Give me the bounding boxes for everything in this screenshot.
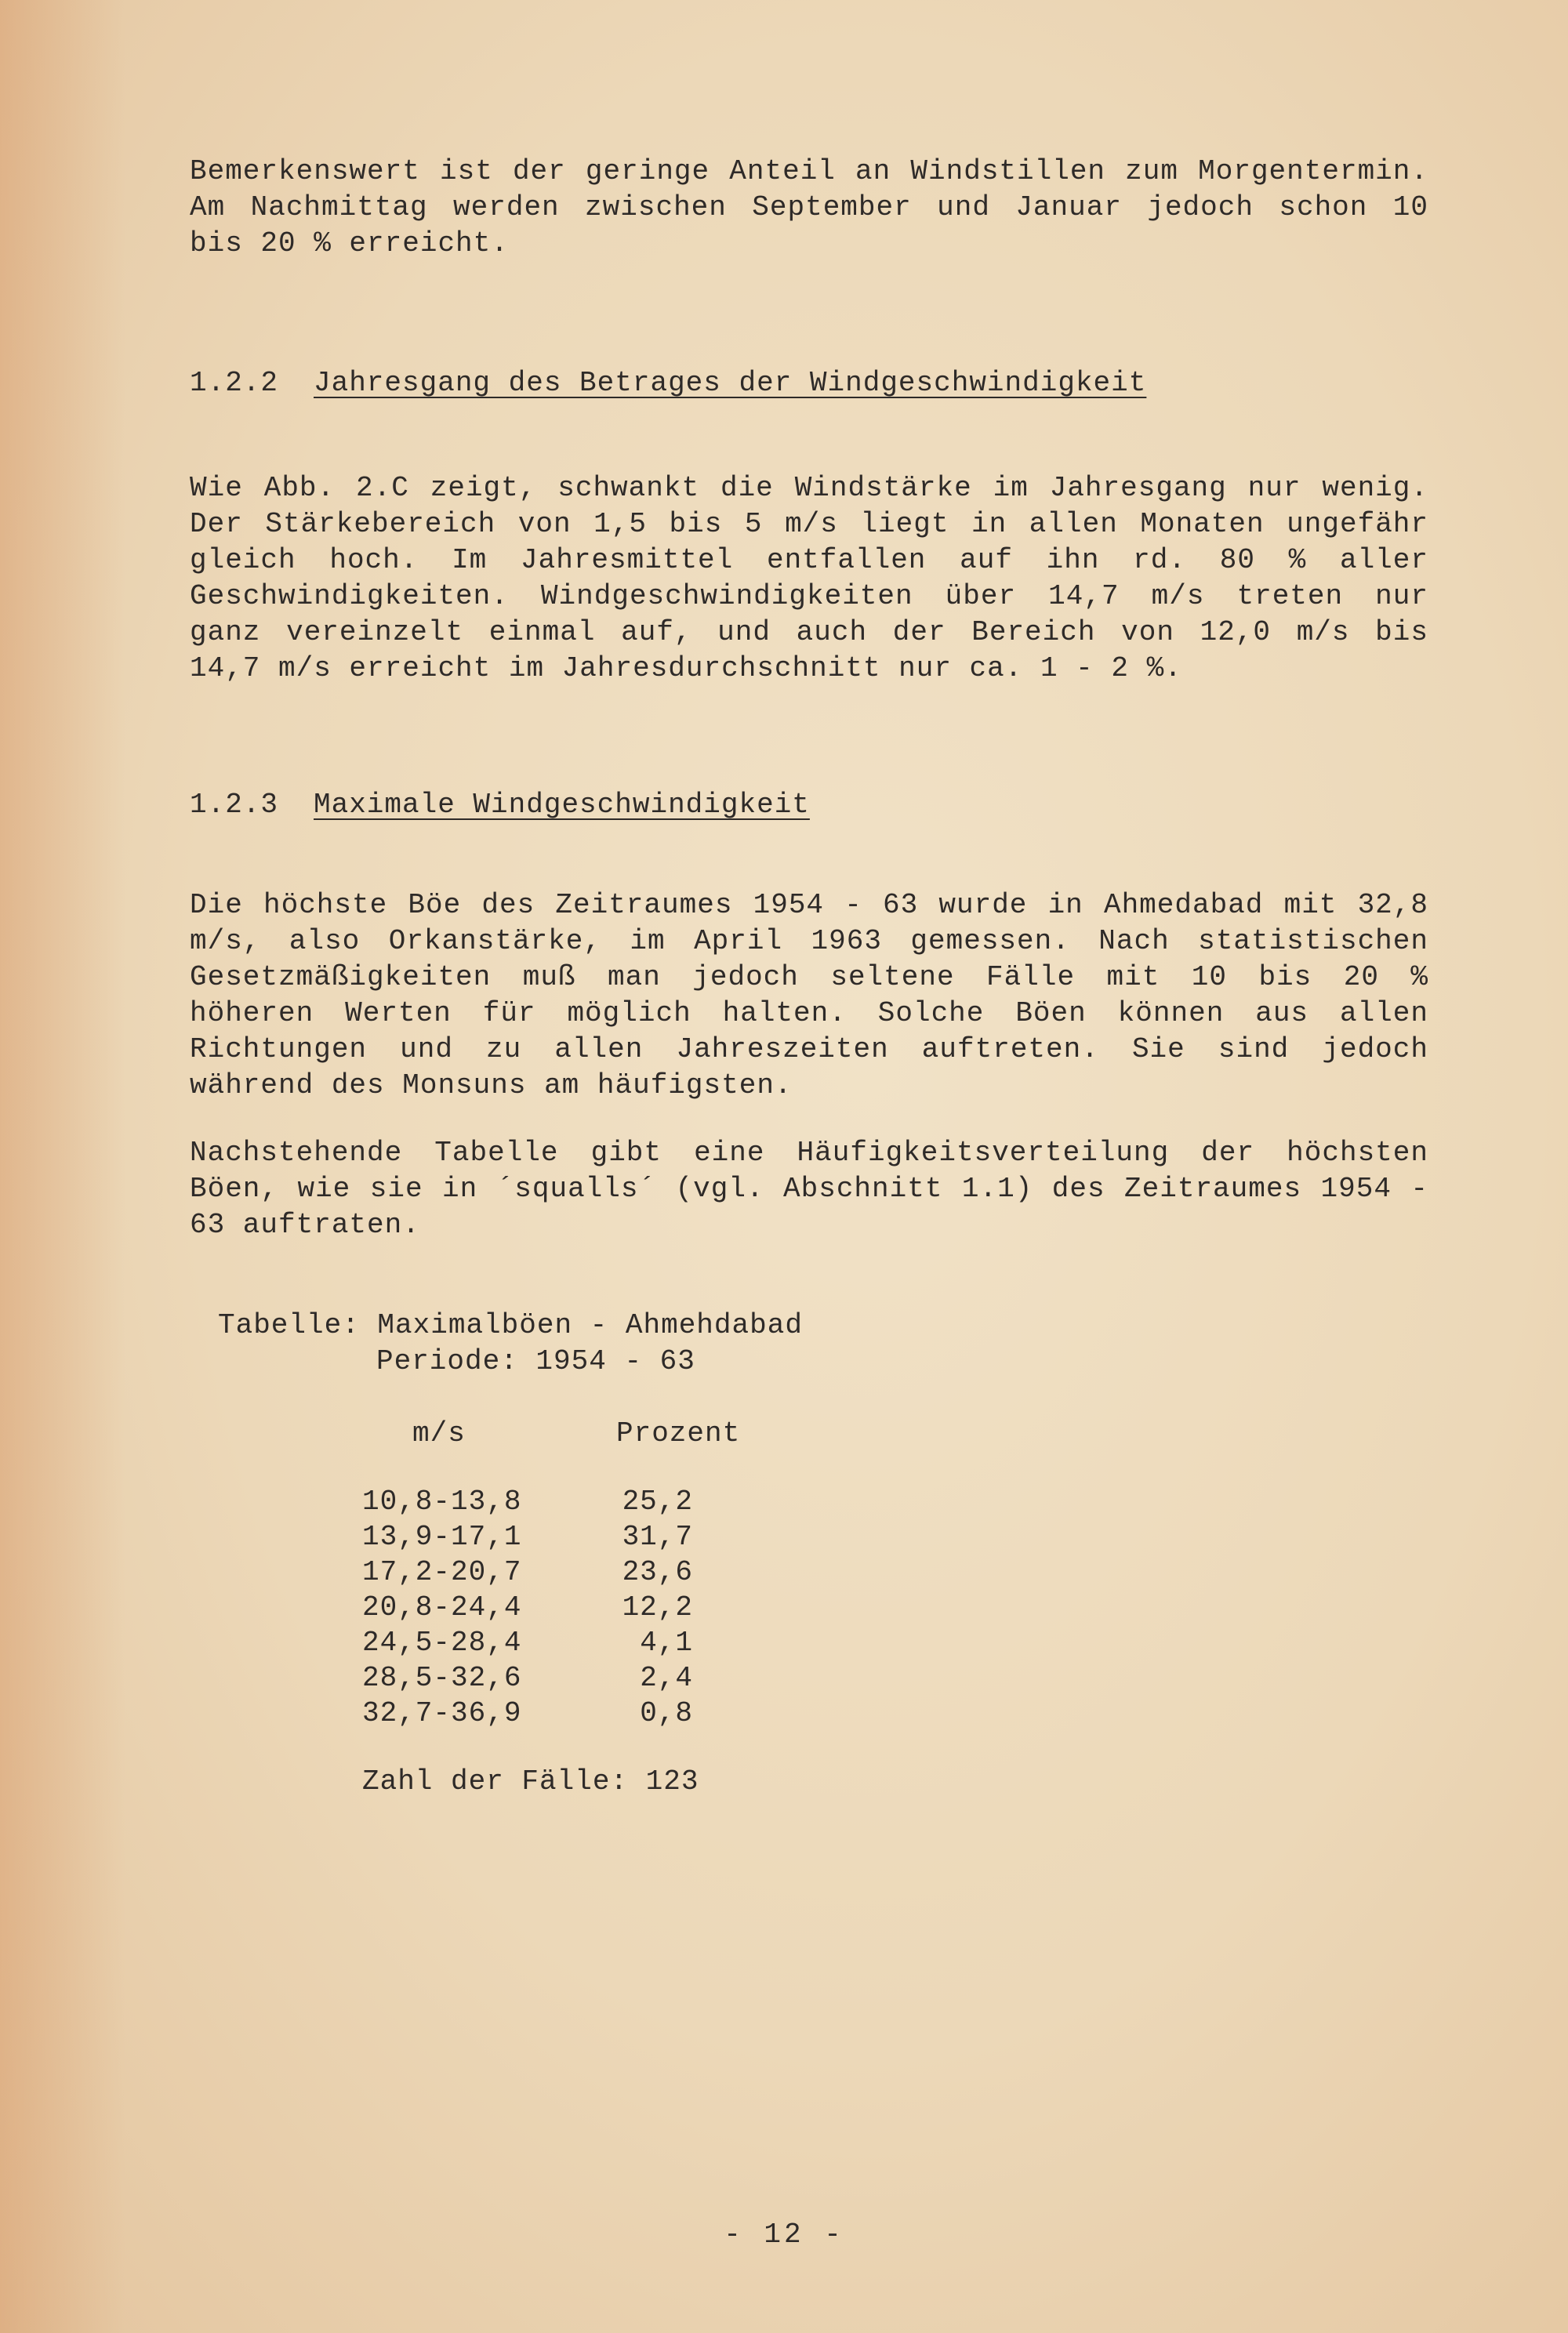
header-ms: m/s [412,1417,466,1450]
section-1-2-3-paragraph-2: Nachstehende Tabelle gibt eine Häufigkeitsverteilung der höchsten Böen, wie sie in ´squalls´ (vgl. Abschnitt 1.1) des Zeitraumes 1954 - 63 auftraten. [190,1137,1428,1241]
page-number: - 12 - [724,2219,844,2251]
range-cell: 24,5-28,4 [362,1627,522,1659]
percent-cell: 25,2 [622,1486,693,1518]
range-cell: 13,9-17,1 [362,1521,522,1553]
range-cell: 10,8-13,8 [362,1486,522,1518]
section-1-2-2-heading [190,365,1146,401]
section-1-2-2-body [190,470,1428,687]
intro-block [190,154,1428,262]
table-row [362,1625,740,1660]
percent-cell-wrap [616,1519,740,1555]
table-row [362,1590,740,1625]
table-row [362,1519,740,1555]
table-row [362,1696,740,1731]
header-percent: Prozent [616,1417,741,1450]
table-header-row [362,1416,740,1484]
section-title: Jahresgang des Betrages der Windgeschwindigkeit [314,367,1147,399]
percent-cell: 12,2 [622,1591,693,1624]
section-1-2-3-paragraph-1: Die höchste Böe des Zeitraumes 1954 - 63 wurde in Ahmedabad mit 32,8 m/s, also Orkanstärke, im April 1963 gemessen. Nach statistischen Gesetzmäßigkeiten muß man jedoch seltene Fälle mit 10 bis 20 % höheren Werten für möglich halten. Solche Böen können aus allen Richtungen und zu allen Jahreszeiten auftreten. Sie sind jedoch während des Monsuns am häufigsten. [190,889,1428,1101]
table-caption [218,1308,803,1380]
table-row [362,1660,740,1696]
table-row [362,1555,740,1590]
percent-cell-wrap [616,1625,740,1660]
range-cell: 28,5-32,6 [362,1662,522,1694]
intro-paragraph: Bemerkenswert ist der geringe Anteil an Windstillen zum Morgentermin. Am Nachmittag werden zwischen September und Januar jedoch schon 10 bis 20 % erreicht. [190,155,1428,259]
percent-cell-wrap [616,1555,740,1590]
max-gust-table [362,1416,740,1731]
case-count: Zahl der Fälle: 123 [362,1765,699,1798]
percent-cell: 31,7 [622,1521,693,1553]
range-cell: 17,2-20,7 [362,1556,522,1588]
section-title: Maximale Windgeschwindigkeit [314,789,810,821]
table-caption-period: Periode: 1954 - 63 [376,1345,695,1377]
percent-cell: 4,1 [640,1627,693,1659]
percent-cell: 2,4 [640,1662,693,1694]
section-1-2-3-body-2 [190,1135,1428,1243]
percent-cell-wrap [616,1660,740,1696]
section-number: 1.2.3 [190,789,279,821]
range-cell: 20,8-24,4 [362,1591,522,1624]
section-1-2-2-paragraph: Wie Abb. 2.C zeigt, schwankt die Windstärke im Jahresgang nur wenig. Der Stärkebereich von 1,5 bis 5 m/s liegt in allen Monaten ungefähr gleich hoch. Im Jahresmittel entfallen auf ihn rd. 80 % aller Geschwindigkeiten. Windgeschwindigkeiten über 14,7 m/s treten nur ganz vereinzelt einmal auf, und auch der Bereich von 12,0 m/s bis 14,7 m/s erreicht im Jahresdurchschnitt nur ca. 1 - 2 %. [190,472,1428,684]
range-cell: 32,7-36,9 [362,1697,522,1729]
section-1-2-3-body-1 [190,887,1428,1104]
percent-cell-wrap [616,1590,740,1625]
percent-cell-wrap [616,1696,740,1731]
percent-cell-wrap [616,1484,740,1519]
percent-cell: 23,6 [622,1556,693,1588]
section-1-2-3-heading [190,787,810,823]
section-number: 1.2.2 [190,367,279,399]
table-row [362,1484,740,1519]
percent-cell: 0,8 [640,1697,693,1729]
table-caption-title: Tabelle: Maximalböen - Ahmehdabad [218,1309,803,1341]
